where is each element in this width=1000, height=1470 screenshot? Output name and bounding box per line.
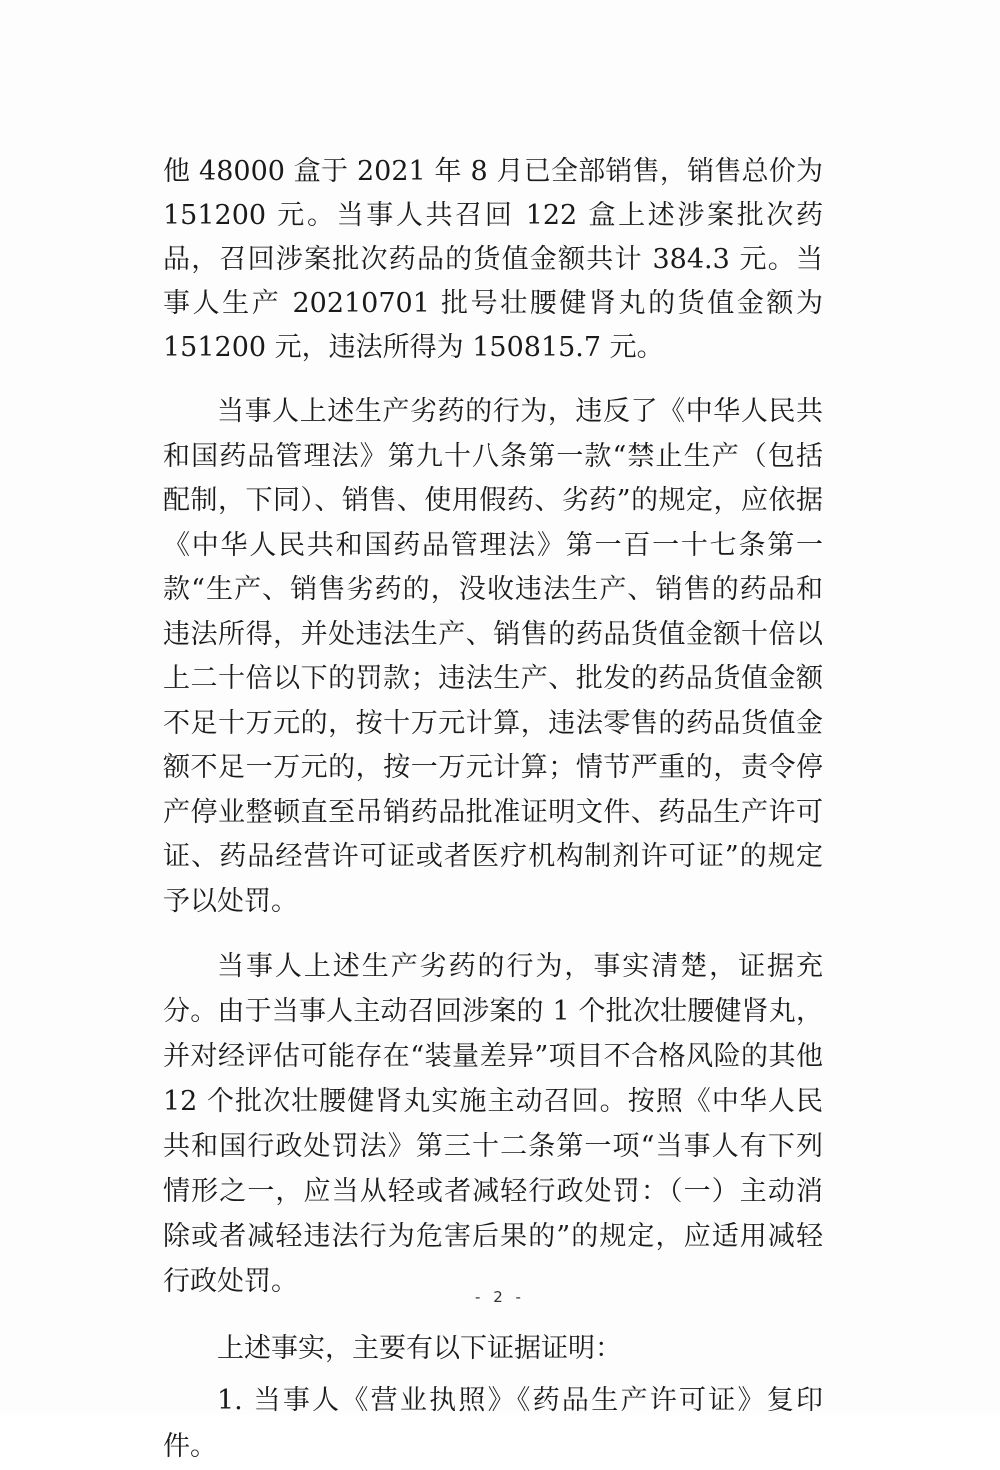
paragraph-evidence-intro: 上述事实，主要有以下证据证明： [217,1333,622,1364]
evidence-item-1: 1. 当事人《营业执照》《药品生产许可证》复印件。 [163,1385,823,1462]
document-body [163,150,823,1470]
paragraph-violation-legal-basis: 当事人上述生产劣药的行为，违反了《中华人民共和国药品管理法》第九十八条第一款“禁止生产（包括配制，下同）、销售、使用假药、劣药”的规定，应依据《中华人民共和国药品管理法》第一百一十七条第一款“生产、销售劣药的，没收违法生产、销售的药品和违法所得，并处违法生产、销售的药品货值金额十倍以上二十倍以下的罚款；违法生产、批发的药品货值金额不足十万元的，按十万元计算，违法零售的药品货值金额不足一万元的，按一万元计算；情节严重的，责令停产停业整顿直至吊销药品批准证明文件、药品生产许可证、药品经营许可证或者医疗机构制剂许可证”的规定予以处罚。 [163,396,823,917]
paragraph-mitigation: 当事人上述生产劣药的行为，事实清楚，证据充分。由于当事人主动召回涉案的 1 个批次壮腰健肾丸，并对经评估可能存在“装量差异”项目不合格风险的其他 12 个批次壮腰健肾丸实施主动召回。按照《中华人民共和国行政处罚法》第三十二条第一项“当事人有下列情形之一，应当从轻或者减轻行政处罚：（一）主动消除或者减轻违法行为危害后果的”的规定，应适用减轻行政处罚。 [163,951,823,1297]
paragraph-sales-recall: 他 48000 盒于 2021 年 8 月已全部销售，销售总价为 151200 元。当事人共召回 122 盒上述涉案批次药品，召回涉案批次药品的货值金额共计 384.3 元。当事人生产 20210701 批号壮腰健肾丸的货值金额为 151200 元，违法所得为 150815.7 元。 [163,156,823,363]
page-number: - 2 - [475,1288,525,1306]
